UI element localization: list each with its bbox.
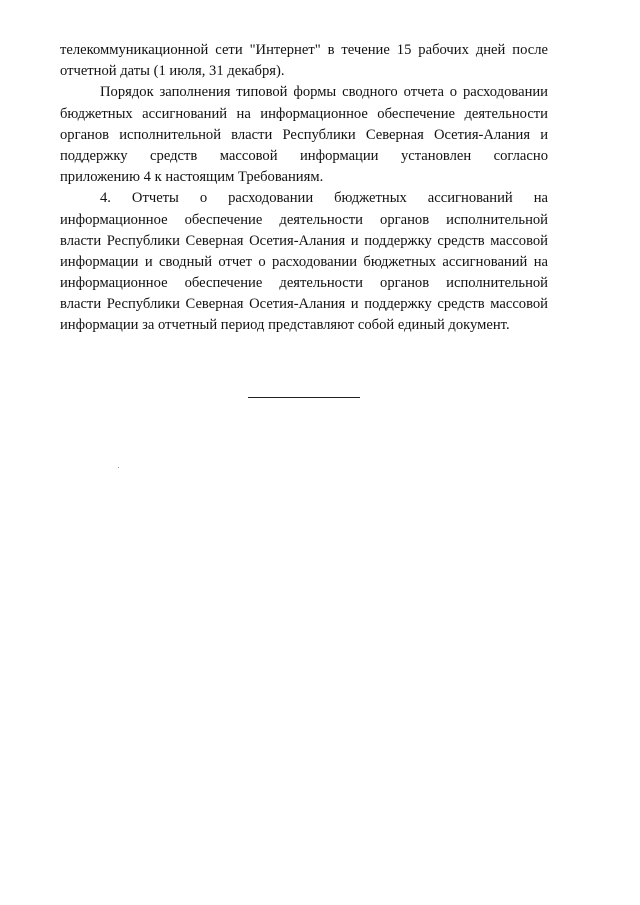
document-page: [60, 40, 548, 337]
text-line-1: телекоммуникационной сети "Интернет" в течение 15 рабочих дней после: [60, 42, 548, 58]
text-line-6: поддержку средств массовой информации установлен согласно: [60, 147, 548, 164]
text-line-7: приложению 4 к настоящим Требованиям.: [60, 169, 324, 186]
text-line-3: Порядок заполнения типовой формы сводного отчета о расходовании: [100, 84, 548, 101]
text-line-10: власти Республики Северная Осетия-Алания и поддержку средств массовой: [60, 232, 548, 249]
text-line-9: информационное обеспечение деятельности органов исполнительной: [60, 211, 548, 228]
text-line-8: 4. Отчеты о расходовании бюджетных ассигнований на: [100, 190, 548, 207]
text-line-12: информационное обеспечение деятельности органов исполнительной: [60, 275, 548, 292]
text-line-4: бюджетных ассигнований на информационное обеспечение деятельности: [60, 105, 548, 122]
scan-speck: [118, 467, 119, 468]
end-separator-line: [248, 397, 360, 398]
text-line-13: власти Республики Северная Осетия-Алания и поддержку средств массовой: [60, 296, 548, 313]
text-line-2: отчетной даты (1 июля, 31 декабря).: [60, 63, 285, 80]
text-line-11: информации и сводный отчет о расходовании бюджетных ассигнований на: [60, 253, 548, 270]
text-line-14: информации за отчетный период представляют собой единый документ.: [60, 317, 510, 334]
text-line-5: органов исполнительной власти Республики Северная Осетия-Алания и: [60, 126, 548, 143]
